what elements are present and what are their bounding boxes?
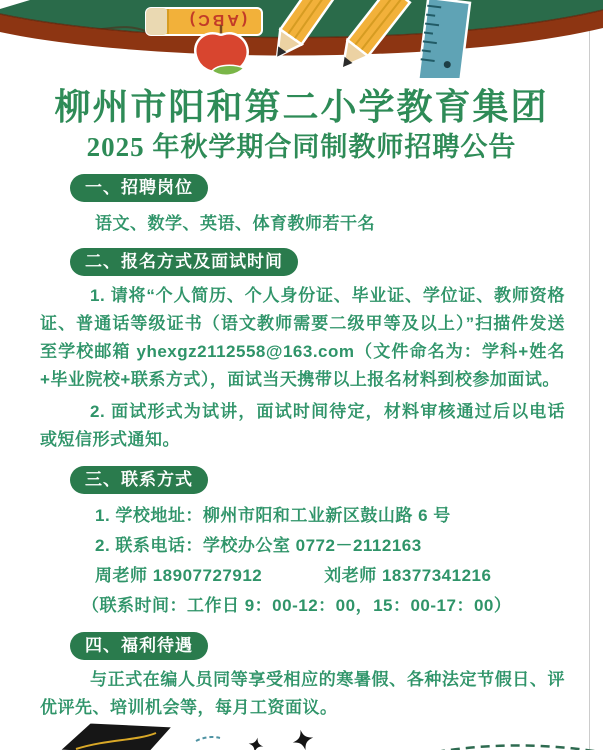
chalkboard-header (0, 0, 603, 78)
sparkle-star-icon (290, 727, 315, 750)
page-subtitle: 2025 年秋学期合同制教师招聘公告 (86, 132, 517, 162)
contact-info (40, 502, 565, 620)
section-badge-recruit-positions: 一、招聘岗位 (70, 174, 208, 202)
application-paragraph-2: 2. 面试形式为试讲，面试时间待定，材料审核通过后以电话或短信形式通知。 (40, 402, 565, 449)
benefits-paragraph: 与正式在编人员同等享受相应的寒暑假、各种法定节假日、评优评先、培训机会等，每月工资面议。 (40, 670, 565, 717)
section-application (0, 238, 603, 454)
footer-decorations (0, 705, 603, 750)
pencil-abc-icon (146, 8, 262, 35)
section-recruit-positions (0, 164, 603, 238)
section-badge-application: 二、报名方式及面试时间 (70, 248, 298, 276)
section-badge-contact: 三、联系方式 (70, 466, 208, 494)
contact-hours: （联系时间：工作日 9：00-12：00，15：00-17：00） (82, 596, 512, 615)
application-paragraph-1: 1. 请将“个人简历、个人身份证、毕业证、学位证、教师资格证、普通话等级证书（语文教师需要二级甲等及以上）”扫描件发送至学校邮箱 yhexgz2112558@163.com（文件命名为：学科+姓名+毕业院校+联系方式），面试当天携带以上报名材料到校参加面试。 (40, 286, 565, 389)
page-title: 柳州市阳和第二小学教育集团 (54, 87, 549, 127)
teal-dashes (196, 737, 220, 741)
pencil-abc-label: (ABC) (186, 11, 248, 28)
section-contact (0, 454, 603, 620)
recruit-positions-text: 语文、数学、英语、体育教师若干名 (95, 214, 375, 233)
teacher-zhou: 周老师 18907727912 (95, 566, 263, 585)
teacher-liu: 刘老师 18377341216 (324, 566, 492, 585)
dashed-arc (436, 745, 603, 750)
contact-teachers (40, 562, 565, 590)
school-address: 1. 学校地址：柳州市阳和工业新区鼓山路 6 号 (95, 506, 451, 525)
sparkle-star-icon (247, 736, 265, 750)
apple-leaf (212, 65, 244, 75)
school-phone: 2. 联系电话：学校办公室 0772－2112163 (95, 536, 422, 555)
graduation-cap-icon (58, 722, 174, 750)
section-badge-benefits: 四、福利待遇 (70, 632, 208, 660)
